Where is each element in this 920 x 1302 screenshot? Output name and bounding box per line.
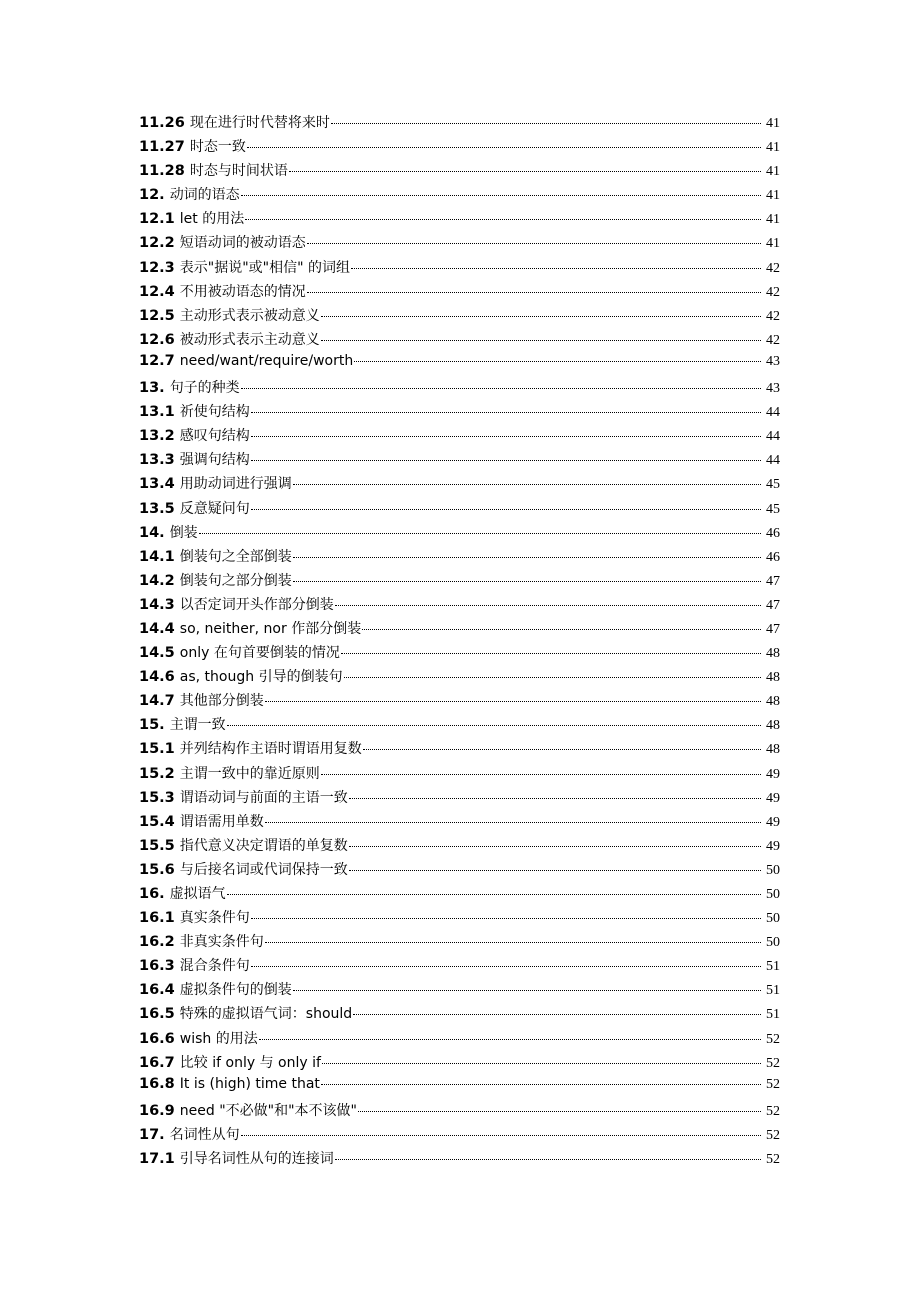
toc-entry-page: 51 xyxy=(766,959,780,975)
toc-entry-page: 48 xyxy=(766,670,780,686)
toc-entry-number: 14.3 xyxy=(139,596,175,613)
toc-entry[interactable] xyxy=(139,522,780,546)
toc-entry-number: 15.3 xyxy=(139,789,175,806)
toc-entry[interactable] xyxy=(139,425,780,449)
toc-leader-dots xyxy=(293,581,761,582)
toc-entry-page: 50 xyxy=(766,935,780,951)
toc-entry-title: 现在进行时代替将来时 xyxy=(189,115,330,131)
toc-entry-number: 14.5 xyxy=(139,645,175,662)
toc-entry-title: 以否定词开头作部分倒装 xyxy=(179,596,334,613)
toc-entry-title: 时态一致 xyxy=(189,139,246,156)
toc-entry-title: 虚拟条件句的倒装 xyxy=(179,982,292,999)
toc-entry[interactable] xyxy=(139,1076,780,1100)
toc-entry-title: 指代意义决定谓语的单复数 xyxy=(179,837,348,854)
toc-entry-number: 12.7 xyxy=(139,352,175,369)
toc-entry-number: 12.2 xyxy=(139,235,175,252)
toc-entry-title: 主谓一致 xyxy=(169,717,226,734)
toc-entry-page: 49 xyxy=(766,814,780,830)
toc-leader-dots xyxy=(349,846,761,847)
toc-leader-dots xyxy=(251,966,761,967)
toc-entry-title: 真实条件句 xyxy=(179,910,250,927)
toc-entry-number: 16.5 xyxy=(139,1006,175,1023)
toc-leader-dots xyxy=(353,1014,761,1015)
toc-entry-title: 并列结构作主语时谓语用复数 xyxy=(179,741,362,758)
toc-entry-title: 表示"据说"或"相信" 的词组 xyxy=(179,259,350,276)
toc-entry[interactable] xyxy=(139,787,780,811)
toc-entry-title: 其他部分倒装 xyxy=(179,693,264,710)
toc-entry-page: 43 xyxy=(766,381,780,397)
toc-entry-title: 比较 if only 与 only if xyxy=(179,1054,321,1071)
toc-entry[interactable] xyxy=(139,859,780,883)
toc-entry-title: as, though 引导的倒装句 xyxy=(179,669,343,686)
toc-entry-title: so, neither, nor 作部分倒装 xyxy=(179,620,362,637)
toc-entry-title: 用助动词进行强调 xyxy=(179,476,292,493)
toc-leader-dots xyxy=(349,798,761,799)
toc-entry-page: 44 xyxy=(766,453,780,469)
toc-entry-number: 15.5 xyxy=(139,837,175,854)
toc-entry-page: 46 xyxy=(766,549,780,565)
toc-entry-number: 14.7 xyxy=(139,693,175,710)
toc-entry[interactable] xyxy=(139,353,780,377)
toc-entry-number: 13. xyxy=(139,380,165,397)
toc-entry-page: 51 xyxy=(766,983,780,999)
toc-entry[interactable] xyxy=(139,714,780,738)
toc-leader-dots xyxy=(227,894,761,895)
toc-entry-number: 13.2 xyxy=(139,428,175,445)
toc-entry-page: 48 xyxy=(766,742,780,758)
toc-leader-dots xyxy=(251,918,761,919)
toc-entry[interactable] xyxy=(139,281,780,305)
toc-entry-number: 13.5 xyxy=(139,500,175,517)
toc-entry[interactable] xyxy=(139,401,780,425)
toc-entry[interactable] xyxy=(139,763,780,787)
toc-entry-number: 12.5 xyxy=(139,307,175,324)
toc-leader-dots xyxy=(245,219,761,220)
toc-entry[interactable] xyxy=(139,931,780,955)
toc-entry-number: 16.6 xyxy=(139,1030,175,1047)
toc-entry-title: only 在句首要倒装的情况 xyxy=(179,645,340,662)
toc-entry-page: 52 xyxy=(766,1103,780,1119)
toc-entry-page: 45 xyxy=(766,501,780,517)
toc-entry-number: 16.4 xyxy=(139,982,175,999)
toc-entry-number: 14.4 xyxy=(139,620,175,637)
toc-entry-page: 52 xyxy=(766,1031,780,1047)
toc-entry-number: 13.3 xyxy=(139,452,175,469)
toc-entry-number: 12. xyxy=(139,187,165,204)
toc-entry-page: 46 xyxy=(766,525,780,541)
toc-entry-number: 12.4 xyxy=(139,283,175,300)
toc-entry-title: 时态与时间状语 xyxy=(189,163,288,180)
toc-entry[interactable] xyxy=(139,473,780,497)
toc-entry-number: 16.3 xyxy=(139,958,175,975)
toc-entry-page: 43 xyxy=(766,353,780,369)
toc-entry-number: 16.1 xyxy=(139,910,175,927)
toc-entry[interactable] xyxy=(139,1003,780,1027)
toc-leader-dots xyxy=(265,942,761,943)
toc-entry[interactable] xyxy=(139,377,780,401)
toc-entry-page: 41 xyxy=(766,188,780,204)
toc-entry-page: 52 xyxy=(766,1055,780,1071)
toc-leader-dots xyxy=(362,629,761,630)
toc-leader-dots xyxy=(241,388,761,389)
toc-leader-dots xyxy=(344,677,761,678)
toc-entry-number: 14.6 xyxy=(139,669,175,686)
toc-entry[interactable] xyxy=(139,449,780,473)
toc-leader-dots xyxy=(289,171,761,172)
toc-entry[interactable] xyxy=(139,907,780,931)
toc-entry-title: 与后接名词或代词保持一致 xyxy=(179,861,348,878)
toc-entry-page: 45 xyxy=(766,477,780,493)
toc-entry-title: need/want/require/worth xyxy=(179,352,354,369)
toc-entry-title: 特殊的虚拟语气词：should xyxy=(179,1006,353,1023)
toc-entry[interactable] xyxy=(139,112,780,136)
toc-leader-dots xyxy=(307,292,761,293)
toc-entry[interactable] xyxy=(139,305,780,329)
toc-leader-dots xyxy=(354,361,761,362)
toc-leader-dots xyxy=(199,533,761,534)
toc-entry[interactable] xyxy=(139,690,780,714)
toc-entry-page: 49 xyxy=(766,838,780,854)
toc-entry-page: 42 xyxy=(766,260,780,276)
toc-entry[interactable] xyxy=(139,257,780,281)
toc-entry-title: 祈使句结构 xyxy=(179,404,250,421)
toc-entry-title: 引导名词性从句的连接词 xyxy=(179,1151,334,1168)
toc-leader-dots xyxy=(265,701,761,702)
toc-leader-dots xyxy=(341,653,761,654)
toc-leader-dots xyxy=(241,195,761,196)
toc-entry-number: 13.1 xyxy=(139,404,175,421)
toc-entry-title: 主动形式表示被动意义 xyxy=(179,307,320,324)
toc-entry-page: 47 xyxy=(766,573,780,589)
toc-entry[interactable] xyxy=(139,1148,780,1172)
toc-entry-number: 15.1 xyxy=(139,741,175,758)
toc-entry[interactable] xyxy=(139,1124,780,1148)
toc-leader-dots xyxy=(321,340,761,341)
toc-entry[interactable] xyxy=(139,498,780,522)
toc-leader-dots xyxy=(307,243,761,244)
toc-entry-page: 41 xyxy=(766,236,780,252)
toc-entry[interactable] xyxy=(139,979,780,1003)
toc-entry[interactable] xyxy=(139,835,780,859)
toc-entry[interactable] xyxy=(139,208,780,232)
toc-entry[interactable] xyxy=(139,546,780,570)
toc-leader-dots xyxy=(247,147,761,148)
toc-entry-number: 16.2 xyxy=(139,934,175,951)
toc-entry-number: 12.1 xyxy=(139,211,175,228)
toc-leader-dots xyxy=(227,725,761,726)
toc-entry-title: 谓语动词与前面的主语一致 xyxy=(179,789,348,806)
toc-entry-page: 41 xyxy=(766,164,780,180)
toc-entry[interactable] xyxy=(139,136,780,160)
toc-entry-page: 42 xyxy=(766,332,780,348)
toc-leader-dots xyxy=(335,605,761,606)
toc-entry[interactable] xyxy=(139,1028,780,1052)
toc-entry[interactable] xyxy=(139,232,780,256)
toc-entry-number: 15.6 xyxy=(139,861,175,878)
toc-entry[interactable] xyxy=(139,160,780,184)
toc-entry-page: 47 xyxy=(766,621,780,637)
toc-entry-page: 49 xyxy=(766,790,780,806)
toc-entry-page: 52 xyxy=(766,1152,780,1168)
toc-entry-number: 12.6 xyxy=(139,331,175,348)
toc-entry-number: 16.9 xyxy=(139,1102,175,1119)
toc-entry-page: 48 xyxy=(766,718,780,734)
toc-entry-number: 11.27 xyxy=(139,139,185,156)
toc-entry[interactable] xyxy=(139,570,780,594)
toc-entry-page: 50 xyxy=(766,887,780,902)
toc-leader-dots xyxy=(363,749,761,750)
toc-leader-dots xyxy=(265,822,761,823)
toc-entry-title: It is (high) time that xyxy=(179,1075,320,1092)
toc-entry[interactable] xyxy=(139,184,780,208)
toc-leader-dots xyxy=(241,1135,761,1136)
toc-entry-page: 48 xyxy=(766,646,780,662)
toc-leader-dots xyxy=(251,412,761,413)
toc-leader-dots xyxy=(293,557,761,558)
toc-entry[interactable] xyxy=(139,1100,780,1124)
toc-entry-title: let 的用法 xyxy=(179,211,245,228)
toc-entry-page: 41 xyxy=(766,140,780,156)
toc-leader-dots xyxy=(321,1084,761,1085)
toc-entry[interactable] xyxy=(139,618,780,642)
toc-entry-title: 谓语需用单数 xyxy=(179,813,264,830)
toc-leader-dots xyxy=(251,436,761,437)
toc-leader-dots xyxy=(331,123,761,124)
toc-entry-page: 42 xyxy=(766,284,780,300)
toc-entry-title: 虚拟语气 xyxy=(169,886,226,902)
toc-entry[interactable] xyxy=(139,811,780,835)
toc-leader-dots xyxy=(351,268,761,269)
toc-entry-number: 11.28 xyxy=(139,163,185,180)
toc-entry[interactable] xyxy=(139,955,780,979)
toc-leader-dots xyxy=(321,316,761,317)
toc-entry-page: 50 xyxy=(766,862,780,878)
toc-entry-page: 49 xyxy=(766,766,780,782)
toc-entry[interactable] xyxy=(139,738,780,762)
toc-entry-page: 47 xyxy=(766,597,780,613)
toc-entry-number: 14. xyxy=(139,524,165,541)
toc-entry-number: 15.4 xyxy=(139,813,175,830)
toc-leader-dots xyxy=(349,870,761,871)
toc-entry-number: 12.3 xyxy=(139,259,175,276)
toc-entry-title: 混合条件句 xyxy=(179,958,250,975)
toc-entry-title: 感叹句结构 xyxy=(179,428,250,445)
toc-entry-title: 强调句结构 xyxy=(179,452,250,469)
toc-entry-number: 13.4 xyxy=(139,476,175,493)
toc-entry-title: wish 的用法 xyxy=(179,1030,258,1047)
toc-leader-dots xyxy=(335,1159,761,1160)
toc-entry-page: 51 xyxy=(766,1007,780,1023)
toc-entry-number: 15. xyxy=(139,717,165,734)
toc-entry-number: 16.8 xyxy=(139,1075,175,1092)
toc-entry-number: 16.7 xyxy=(139,1054,175,1071)
toc-entry-title: 短语动词的被动语态 xyxy=(179,235,306,252)
toc-entry-page: 42 xyxy=(766,308,780,324)
toc-entry-number: 16. xyxy=(139,886,165,902)
toc-leader-dots xyxy=(322,1063,761,1064)
toc-leader-dots xyxy=(293,990,761,991)
toc-entry-title: need "不必做"和"本不该做" xyxy=(179,1102,357,1119)
toc-entry[interactable] xyxy=(139,666,780,690)
toc-entry-title: 名词性从句 xyxy=(169,1126,240,1143)
toc-entry[interactable] xyxy=(139,1052,780,1076)
table-of-contents xyxy=(139,112,780,1172)
toc-leader-dots xyxy=(293,484,761,485)
toc-entry-number: 15.2 xyxy=(139,765,175,782)
toc-entry-page: 44 xyxy=(766,405,780,421)
toc-leader-dots xyxy=(259,1039,761,1040)
toc-entry[interactable] xyxy=(139,329,780,353)
toc-entry-page: 52 xyxy=(766,1076,780,1092)
toc-entry-title: 句子的种类 xyxy=(169,380,240,397)
toc-entry-title: 动词的语态 xyxy=(169,187,240,204)
toc-entry-number: 14.2 xyxy=(139,572,175,589)
toc-entry-page: 48 xyxy=(766,694,780,710)
toc-entry-number: 17.1 xyxy=(139,1151,175,1168)
toc-entry-number: 17. xyxy=(139,1126,165,1143)
toc-leader-dots xyxy=(321,774,761,775)
toc-entry-number: 11.26 xyxy=(139,115,185,131)
toc-entry-page: 50 xyxy=(766,911,780,927)
toc-entry-title: 反意疑问句 xyxy=(179,500,250,517)
toc-entry-title: 倒装句之全部倒装 xyxy=(179,548,292,565)
toc-entry-page: 52 xyxy=(766,1127,780,1143)
toc-entry-title: 倒装 xyxy=(169,524,198,541)
toc-leader-dots xyxy=(251,460,761,461)
toc-entry-title: 倒装句之部分倒装 xyxy=(179,572,292,589)
toc-entry[interactable] xyxy=(139,642,780,666)
toc-entry-title: 非真实条件句 xyxy=(179,934,264,951)
toc-entry-page: 41 xyxy=(766,116,780,131)
toc-leader-dots xyxy=(358,1111,761,1112)
toc-entry[interactable] xyxy=(139,594,780,618)
toc-entry-title: 不用被动语态的情况 xyxy=(179,283,306,300)
toc-entry-page: 41 xyxy=(766,212,780,228)
toc-entry-page: 44 xyxy=(766,429,780,445)
toc-entry-title: 被动形式表示主动意义 xyxy=(179,331,320,348)
toc-entry[interactable] xyxy=(139,883,780,907)
toc-leader-dots xyxy=(251,509,761,510)
toc-entry-number: 14.1 xyxy=(139,548,175,565)
toc-entry-title: 主谓一致中的靠近原则 xyxy=(179,765,320,782)
